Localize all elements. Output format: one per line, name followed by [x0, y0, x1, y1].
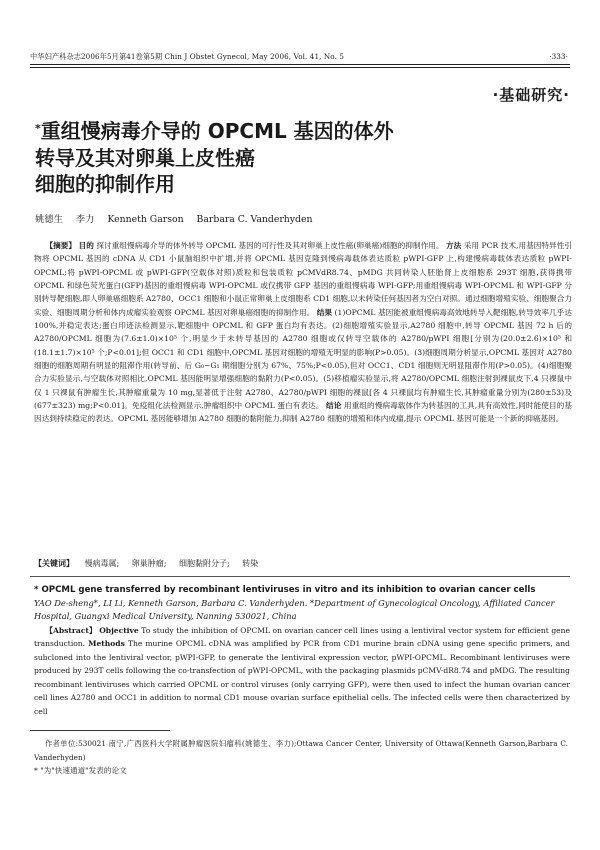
author-1: 姚德生 [35, 214, 63, 225]
footnote-rule [30, 730, 170, 731]
conclusion-label: 结论 [326, 401, 342, 411]
english-methods-text: The murine OPCML cDNA was amplified by PCR from CD1 murine brain cDNA using gene specific primers, and subcloned into the lentiviral vector, pWPI-GFP, to generate the lentiviral expression vector, pWPI-OPCML. Recombinant lentiviruses were produced by 293T cells following the co-transfection of pWPI-OPCML, with the packaging plasmids pCMV-dR8.74 and pMDG. The resulting recombinant lentiviruses which carried OPCML or control viruses (only carrying GFP), were then used to infect the human ovarian cancer cell lines A2780 and OCC1 in addition to normal CD1 mouse ovarian surface epithelial cells. The infected cells were then characterized by cell [34, 639, 570, 716]
methods-text: 采用 PCR 技术,用基因特异性引物将 OPCML 基因的 cDNA 从 CD1 小鼠脑组织中扩增,并将 OPCML 基因克隆到慢病毒载体表达质粒 pWPI-GFP 上,构建慢病毒载体表达质粒 pWPI-OPCML;将 pWPI-OPCML 或 pWPI-GFP(空载体对照)质粒和包装质粒 pCMVdR8.74、pMDG 共同转染人胚胎肾上皮细胞系 293T 细胞,获得携带 OPCML 和绿色荧光蛋白(GFP)基因的重组慢病毒 WPI-OPCML 或仅携带 GFP 基因的重组慢病毒 WPI-GFP;用重组慢病毒 WPI-OPCML 和 WPI-GFP 分别转导靶细胞,即人卵巢癌细胞系 A2780、OCC1 细胞和小鼠正常卵巢上皮细胞系 CD1 细胞,以未转染任何基因者为空白对照。通过细胞增殖实验、细胞聚合力实验、细胞周期分析和体内成瘤实验观察 OPCML 基因对卵巢癌细胞的抑制作用。 [34, 241, 573, 317]
english-affiliation: YAO De-sheng*, LI Li, Kenneth Garson, Barbara C. Vanderhyden. *Department of Gynecological Oncology, Affiliated Cancer Hospital, Guangxi Medical University, Nanning 530021, China [34, 598, 555, 621]
title-line-1: *重组慢病毒介导的 OPCML 基因的体外 [35, 119, 394, 143]
chinese-abstract [34, 239, 572, 426]
english-abstract [34, 624, 570, 718]
keyword-3: 细胞黏附分子; [179, 559, 230, 568]
running-header [30, 52, 568, 62]
objective-text: 探讨重组慢病毒介导的体外转导 OPCML 基因的可行性及其对卵巢上皮性癌(卵巢癌)细胞的抑制作用。 [96, 241, 444, 250]
methods-label: 方法 [445, 241, 462, 250]
keyword-2: 卵巢肿瘤; [131, 559, 167, 568]
author-4: Barbara C. Vanderhyden [196, 214, 313, 225]
header-rule [30, 64, 570, 65]
title-line-3: 细胞的抑制作用 [35, 172, 175, 196]
results-label: 结果 [316, 307, 333, 317]
author-list [35, 211, 322, 225]
keywords [34, 558, 268, 569]
english-abstract-label: 【Abstract】 [45, 626, 97, 635]
fast-track-footnote: * "为"快速通道"发表的论文 [34, 766, 127, 775]
header-rule-thin [30, 67, 570, 68]
objective-label: 目的 [78, 241, 94, 250]
author-affiliation-footnote: 作者单位:530021 南宁,广西医科大学附属肿瘤医院妇瘤科(姚德生、李力);Ottawa Cancer Center, University of Ottawa(Kenneth Garson,Barbara C. Vanderhyden) [34, 739, 568, 762]
results-text: (1)OPCML 基因能被重组慢病毒高效地转导入靶细胞,转导效率几乎达 100%,并稳定表达;蛋白印迹法检测显示,靶细胞中 OPCML 和 GFP 蛋白均有表达。(2)细胞增殖实验显示,A2780 细胞中,转导 OPCML 基因 72 h 后的 A2780/OPCML 细胞为(7.6±1.0)×10⁵ 个,明显少于未转导基因的 A2780 细胞或仅转导空载体的 A2780/pWPI 细胞[分别为(20.0±2.6)×10⁵ 和(18.1±1.7)×10⁵ 个;P<0.01];但 OCC1 和 CD1 细胞中,OPCML 基因对细胞的增殖无明显的影响(P>0.05)。(3)细胞周期分析显示,OPCML 基因对 A2780 细胞的细胞周期有明显的阻滞作用(转导前、后 G₀~G₁ 期细胞分别为 67%、75%;P<0.05),但对 OCC1、CD1 细胞则无明显阻滞作用(P>0.05)。(4)细胞聚合力实验显示,与空载体对照相比,OPCML 基因能明显增强细胞的黏附力(P<0.05)。(5)移植瘤实验显示,将 A2780/OPCML 细胞注射到裸鼠皮下,4 只裸鼠中仅 1 只裸鼠有肿瘤生长,其肿瘤重量为 10 mg,显著低于注射 A2780、A2780/pWPI 细胞的裸鼠[各 4 只裸鼠均有肿瘤生长,其肿瘤重量分别为(280±53)及(677±323) mg;P<0.01]。免疫组化法检测显示,肿瘤组织中 OPCML 蛋白有表达。 [34, 307, 572, 411]
journal-citation: 中华妇产科杂志2006年5月第41卷第5期 Chin J Obstet Gynecol, May 2006, Vol. 41, No. 5 [30, 52, 345, 61]
keywords-label: 【关键词】 [34, 558, 74, 568]
section-tag: ·基础研究· [492, 86, 570, 104]
keyword-4: 转染 [242, 559, 259, 568]
conclusion-text: 用重组的慢病毒载体作为转基因的工具,具有高效性,同时能使目的基因达到持续稳定的表达。OPCML 基因能够增加 A2780 细胞的黏附能力,抑制 A2780 细胞的增殖和体内成瘤,提示 OPCML 基因可能是一个新的抑癌基因。 [34, 401, 572, 424]
title-footnote-mark: * [35, 122, 41, 135]
english-objective-label: Objective [99, 626, 139, 635]
author-3: Kenneth Garson [107, 214, 184, 225]
english-title: * OPCML gene transferred by recombinant lentiviruses in vitro and its inhibition to ovarian cancer cells [34, 585, 536, 595]
english-methods-label: Methods [88, 639, 125, 649]
english-objective-text: To study the inhibition of OPCML on ovarian cancer cell lines using a lentiviral vector system for efficient gene transduction. [34, 626, 570, 649]
keyword-1: 慢病毒属; [84, 559, 120, 568]
author-2: 李力 [75, 214, 95, 225]
section-divider [30, 576, 570, 577]
page-number: ·333· [549, 52, 568, 61]
abstract-label: 【摘要】 [45, 241, 77, 250]
article-title [35, 118, 505, 198]
title-line-2: 转导及其对卵巢上皮性癌 [35, 145, 255, 170]
